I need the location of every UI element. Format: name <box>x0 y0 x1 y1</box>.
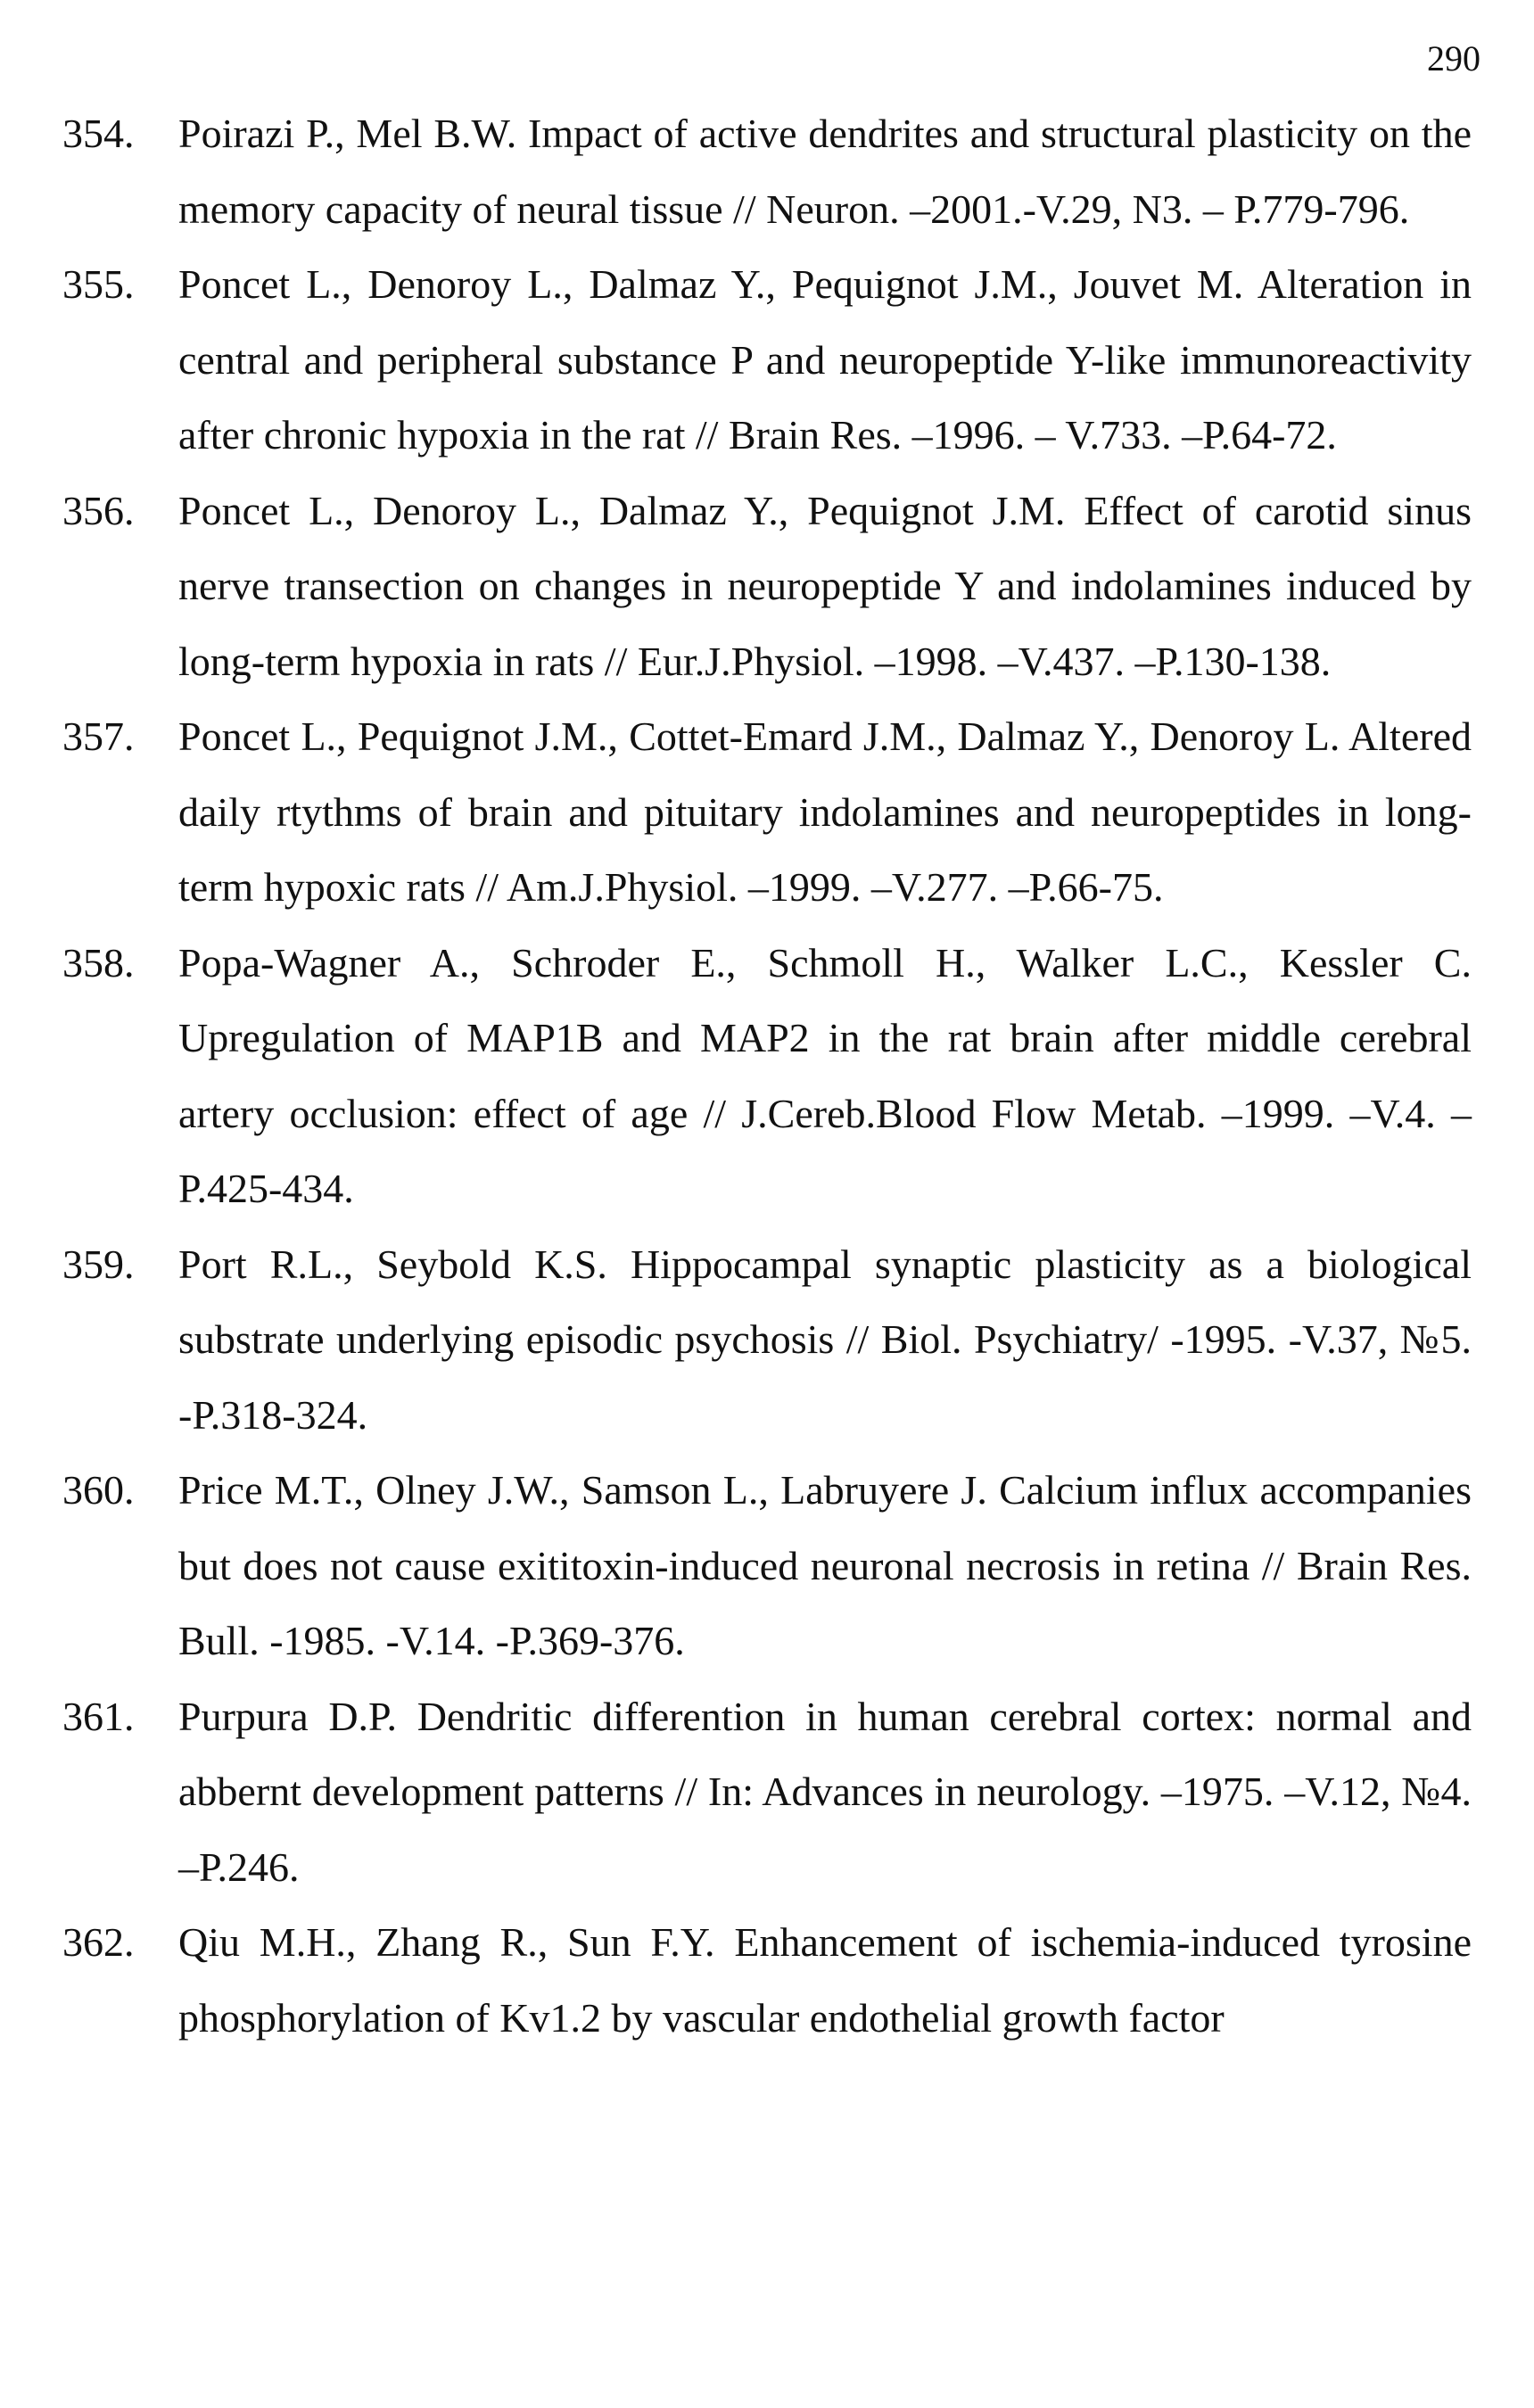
reference-number: 354. <box>62 111 135 156</box>
reference-number: 358. <box>62 939 135 985</box>
reference-number: 361. <box>62 1693 135 1739</box>
reference-text: Qiu M.H., Zhang R., Sun F.Y. Enhancement of ischemia-induced tyrosine phosphorylation of Kv1.2 by vascular endothelial growth factor <box>178 1919 1472 2041</box>
reference-item <box>62 1227 1472 1454</box>
reference-item <box>62 1679 1472 1906</box>
reference-number: 356. <box>62 487 135 533</box>
reference-text: Port R.L., Seybold K.S. Hippocampal synaptic plasticity as a biological substrate underlying episodic psychosis // Biol. Psychiatry/ -1995. -V.37, №5. -P.318-324. <box>178 1241 1472 1438</box>
reference-number: 359. <box>62 1241 135 1287</box>
reference-item <box>62 96 1472 247</box>
reference-item <box>62 926 1472 1227</box>
reference-text: Purpura D.P. Dendritic differention in human cerebral cortex: normal and abbernt development patterns // In: Advances in neurology. –1975. –V.12, №4. –P.246. <box>178 1693 1472 1890</box>
page-number: 290 <box>1427 38 1480 78</box>
reference-item <box>62 1453 1472 1679</box>
reference-text: Poirazi P., Mel B.W. Impact of active dendrites and structural plasticity on the memory capacity of neural tissue // Neuron. –2001.-V.29, N3. – P.779-796. <box>178 111 1472 232</box>
reference-text: Price M.T., Olney J.W., Samson L., Labruyere J. Calcium influx accompanies but does not cause exititoxin-induced neuronal necrosis in retina // Brain Res. Bull. -1985. -V.14. -P.369-376. <box>178 1467 1472 1663</box>
reference-item <box>62 247 1472 474</box>
reference-text: Poncet L., Pequignot J.M., Cottet-Emard J.M., Dalmaz Y., Denoroy L. Altered daily rtythms of brain and pituitary indolamines and neuropeptides in long-term hypoxic rats // Am.J.Physiol. –1999. –V.277. –P.66-75. <box>178 713 1472 910</box>
reference-number: 360. <box>62 1467 135 1513</box>
reference-number: 357. <box>62 713 135 759</box>
reference-text: Poncet L., Denoroy L., Dalmaz Y., Pequignot J.M. Effect of carotid sinus nerve transection on changes in neuropeptide Y and indolamines induced by long-term hypoxia in rats // Eur.J.Physiol. –1998. –V.437. –P.130-138. <box>178 487 1472 684</box>
reference-item <box>62 699 1472 926</box>
reference-list <box>62 96 1472 2056</box>
reference-number: 355. <box>62 261 135 307</box>
reference-item <box>62 474 1472 700</box>
reference-text: Popa-Wagner A., Schroder E., Schmoll H., Walker L.C., Kessler C. Upregulation of MAP1B and MAP2 in the rat brain after middle cerebral artery occlusion: effect of age // J.Cereb.Blood Flow Metab. –1999. –V.4. –P.425-434. <box>178 939 1472 1211</box>
reference-text: Poncet L., Denoroy L., Dalmaz Y., Pequignot J.M., Jouvet M. Alteration in central and peripheral substance P and neuropeptide Y-like immunoreactivity after chronic hypoxia in the rat // Brain Res. –1996. – V.733. –P.64-72. <box>178 261 1472 458</box>
reference-number: 362. <box>62 1919 135 1965</box>
reference-item <box>62 1905 1472 2056</box>
